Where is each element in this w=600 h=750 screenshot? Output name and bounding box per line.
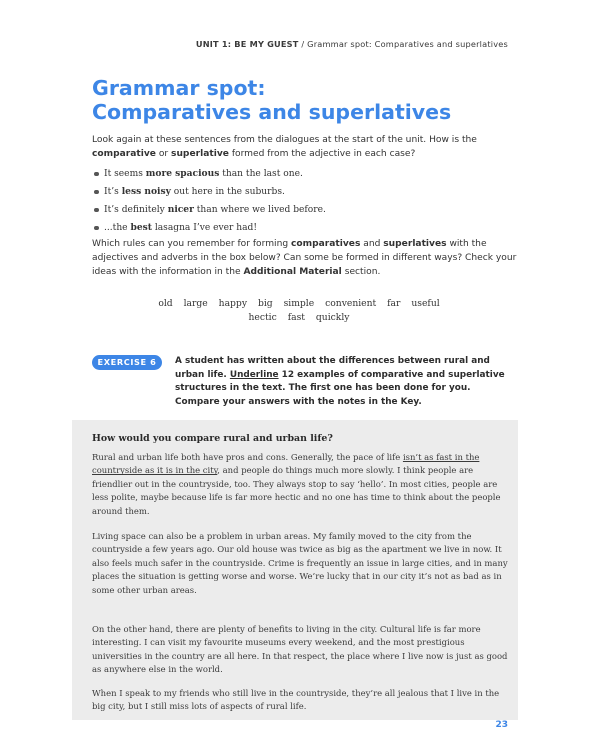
word: big — [257, 298, 273, 309]
word: hectic — [248, 312, 277, 323]
intro-bold-comparative: comparative — [92, 149, 156, 159]
example-sentence — [92, 201, 522, 219]
reading-question: How would you compare rural and urban life? — [92, 433, 333, 444]
word: large — [183, 298, 208, 309]
bullet-dot-icon — [94, 208, 99, 213]
word-box-line-2 — [92, 311, 506, 325]
exercise-underline-word: Underline — [229, 369, 279, 380]
exercise-text: A student has written about the differences between rural and urban life. — [175, 356, 490, 380]
reading-paragraph-2: Living space can also be a problem in urban areas. My family moved to the city from the countryside a few years ago. Our old house was twice as big as the apartment we live in now. It also feels much safer in the countryside. Crime is frequently an issue in large cities, and in many places the situation is getting worse and worse. We’re lucky that in our city it’s not as bad as in some other urban areas. — [92, 531, 508, 595]
bullet-dot-icon — [94, 226, 99, 231]
intro-bold-superlative: superlative — [171, 149, 229, 159]
rules-bold: superlatives — [383, 239, 447, 249]
sentence-text: It’s definitely — [104, 205, 168, 215]
word: fast — [287, 312, 305, 323]
paragraph-text: , and people do things much more slowly. I think people are friendlier out in the countryside, too. They always stop to say ‘hello’. In most cities, people are less polite, maybe because life is far more hectic and no one has time to think about the people around them. — [92, 465, 501, 516]
page-title — [92, 76, 532, 124]
sentence-bold: best — [130, 222, 152, 233]
word-box — [92, 297, 506, 325]
running-head-section: Grammar spot: Comparatives and superlatives — [307, 39, 508, 49]
sentence-text: than where we lived before. — [193, 205, 326, 215]
rules-bold-additional-material: Additional Material — [243, 267, 342, 277]
intro-text: formed from the adjective in each case? — [228, 149, 416, 159]
reading-paragraph-4: When I speak to my friends who still live in the countryside, they’re all jealous that I live in the big city, but I still miss lots of aspects of rural life. — [92, 688, 500, 712]
bullet-dot-icon — [94, 172, 99, 177]
exercise-text: 12 examples of comparative and superlative structures in the text. The first one has been done for you. Compare your answers with the notes in the Key. — [175, 369, 505, 407]
rules-text: Which rules can you remember for forming — [92, 239, 292, 249]
word: old — [158, 298, 173, 309]
word: convenient — [325, 298, 377, 309]
page-title-line2: Comparatives and superlatives — [92, 100, 452, 124]
rules-text: with the adjectives and adverbs in the box below? Can some be formed in different ways? Check your ideas with the information in the — [92, 239, 517, 277]
reading-paragraph-1 — [92, 451, 510, 518]
sentence-bold: less noisy — [121, 186, 171, 197]
page-number: 23 — [495, 720, 508, 730]
page-title-line1: Grammar spot: — [92, 76, 266, 100]
exercise-instructions — [175, 355, 515, 409]
example-sentence — [92, 219, 522, 237]
sentence-text: It’s — [104, 187, 122, 197]
sentence-text: ...the — [104, 223, 131, 233]
underlined-example[interactable]: isn’t as fast in the countryside as it is in the city — [92, 452, 480, 476]
intro-paragraph — [92, 133, 522, 161]
sentence-text: It seems — [104, 169, 146, 179]
running-head — [196, 39, 508, 49]
intro-text: Look again at these sentences from the dialogues at the start of the unit. How is the — [92, 135, 477, 145]
example-sentence — [92, 165, 522, 183]
sentence-bold: nicer — [167, 204, 194, 215]
paragraph-text: Rural and urban life both have pros and cons. Generally, the pace of life — [92, 452, 403, 462]
word-box-line-1 — [92, 297, 506, 311]
sentence-text: than the last one. — [219, 169, 303, 179]
word: useful — [411, 298, 440, 309]
word: quickly — [315, 312, 350, 323]
word: happy — [218, 298, 248, 309]
word: far — [387, 298, 401, 309]
sentence-text: out here in the suburbs. — [170, 187, 285, 197]
exercise-badge: EXERCISE 6 — [92, 355, 162, 370]
rules-paragraph — [92, 237, 522, 279]
rules-text: section. — [341, 267, 381, 277]
word: simple — [283, 298, 315, 309]
sentence-bold: more spacious — [145, 168, 220, 179]
bullet-dot-icon — [94, 190, 99, 195]
running-head-separator: / — [298, 39, 308, 49]
running-head-unit: UNIT 1: BE MY GUEST — [195, 39, 299, 49]
sentence-text: lasagna I’ve ever had! — [151, 223, 258, 233]
example-sentence — [92, 183, 522, 201]
intro-text: or — [155, 149, 172, 159]
reading-paragraph-3: On the other hand, there are plenty of benefits to living in the city. Cultural life is far more interesting. I can visit my favourite museums every weekend, and the most prestigious universities in the country are all here. In that respect, the place where I live now is just as good as anywhere else in the world. — [92, 624, 508, 675]
example-sentences-list — [92, 165, 522, 237]
rules-bold: comparatives — [291, 239, 361, 249]
rules-text: and — [360, 239, 384, 249]
